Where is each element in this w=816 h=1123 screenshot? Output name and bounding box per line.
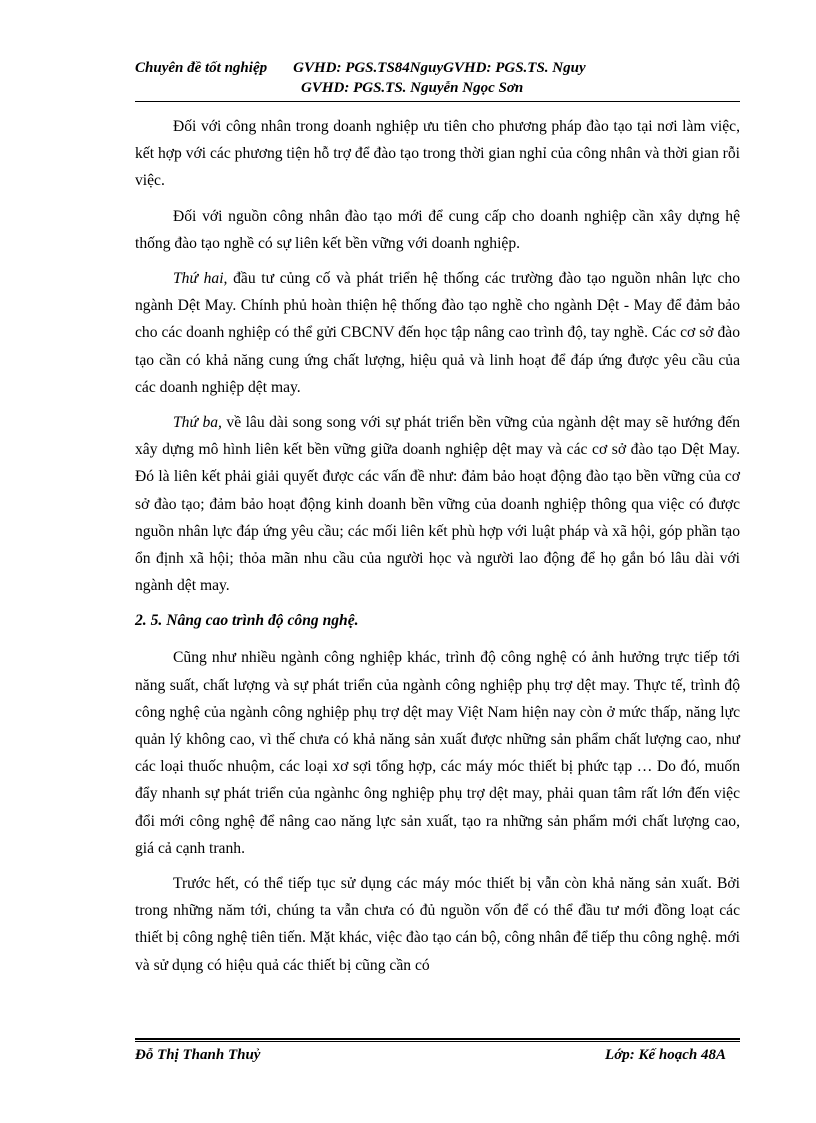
page-number: 84 [394,60,410,76]
paragraph-3-text: đầu tư củng cố và phát triển hệ thống các trường đào tạo nguồn nhân lực cho ngành Dệt May. Chính phủ hoàn thiện hệ thống đào tạo nghề cho ngành Dệt - May để đảm bảo cho các doanh nghiệp có thể gửi CBCNV đến học tập nâng cao trình độ, tay nghề. Các cơ sở đào tạo cần có khả năng cung ứng chất lượng, hiệu quả và linh hoạt để đáp ứng được yêu cầu của các doanh nghiệp dệt may. [135,270,740,396]
header-divider [135,101,740,102]
page-header [135,58,740,98]
paragraph-5: Cũng như nhiều ngành công nghiệp khác, trình độ công nghệ có ảnh hưởng trực tiếp tới năng suất, chất lượng và sự phát triển của ngành công nghiệp phụ trợ dệt may. Thực tế, trình độ công nghệ của ngành công nghiệp phụ trợ dệt may Việt Nam hiện nay còn ở mức thấp, năng lực quản lý không cao, vì thế chưa có khả năng sản xuất được những sản phẩm chất lượng cao, như các loại thuốc nhuộm, các loại xơ sợi tổng hợp, các máy móc thiết bị phức tạp … Do đó, muốn đẩy nhanh sự phát triển của ngànhc ông nghiệp phụ trợ dệt may, phải quan tâm rất lớn đến việc đổi mới công nghệ để nâng cao năng lực sản xuất, tạo ra những sản phẩm mới chất lượng cao, giá cả cạnh tranh. [135,649,740,857]
document-body [135,113,740,987]
class-label: Lớp: Kế hoạch 48A [605,1047,726,1063]
paragraph-6: Trước hết, có thể tiếp tục sử dụng các máy móc thiết bị vẫn còn khả năng sản xuất. Bởi trong những năm tới, chúng ta vẫn chưa có đủ nguồn vốn để có thể đầu tư mới đồng loạt các thiết bị công nghệ tiên tiến. Mặt khác, việc đào tạo cán bộ, công nhân để tiếp thu công nghệ. mới và sử dụng có hiệu quả các thiết bị cũng cần có [135,875,740,974]
supervisor-label-repeat: NguyGVHD: PGS.TS. Nguy [409,60,586,76]
document-type: Chuyên đề tốt nghiệp [135,60,268,76]
paragraph-4 [135,409,740,599]
header-line-1 [135,58,740,78]
paragraph-3-lead: Thứ hai, [173,270,228,288]
paragraph-4-text: về lâu dài song song với sự phát triển bền vững của ngành dệt may sẽ hướng đến xây dựng mô hình liên kết bền vững giữa doanh nghiệp dệt may và các cơ sở đào tạo Dệt May. Đó là liên kết phải giải quyết được các vấn đề như: đảm bảo hoạt động đào tạo bền vững của cơ sở đào tạo; đảm bảo hoạt động kinh doanh bền vững của doanh nghiệp thông qua việc có được nguồn nhân lực đáp ứng yêu cầu; các mối liên kết phù hợp với luật pháp và xã hội, góp phần tạo ổn định xã hội; thỏa mãn nhu cầu của người học và người lao động để họ gắn bó lâu dài với ngành dệt may. [135,414,740,595]
supervisor-full-name: GVHD: PGS.TS. Nguyễn Ngọc Sơn [301,80,524,96]
paragraph-2: Đối với nguồn công nhân đào tạo mới để cung cấp cho doanh nghiệp cần xây dựng hệ thống đào tạo nghề có sự liên kết bền vững với doanh nghiệp. [135,207,740,252]
paragraph-4-lead: Thứ ba, [173,414,222,432]
supervisor-label: GVHD: PGS.TS [293,60,395,76]
paragraph-1: Đối với công nhân trong doanh nghiệp ưu tiên cho phương pháp đào tạo tại nơi làm việc, kết hợp với các phương tiện hỗ trợ để đào tạo trong thời gian nghỉ của công nhân và thời gian rỗi việc. [135,118,740,190]
section-heading: 2. 5. Nâng cao trình độ công nghệ. [135,612,359,630]
author-name: Đỗ Thị Thanh Thuỷ [135,1047,261,1063]
footer-divider-thin [135,1041,740,1042]
paragraph-3 [135,265,740,401]
footer-divider [135,1038,740,1040]
